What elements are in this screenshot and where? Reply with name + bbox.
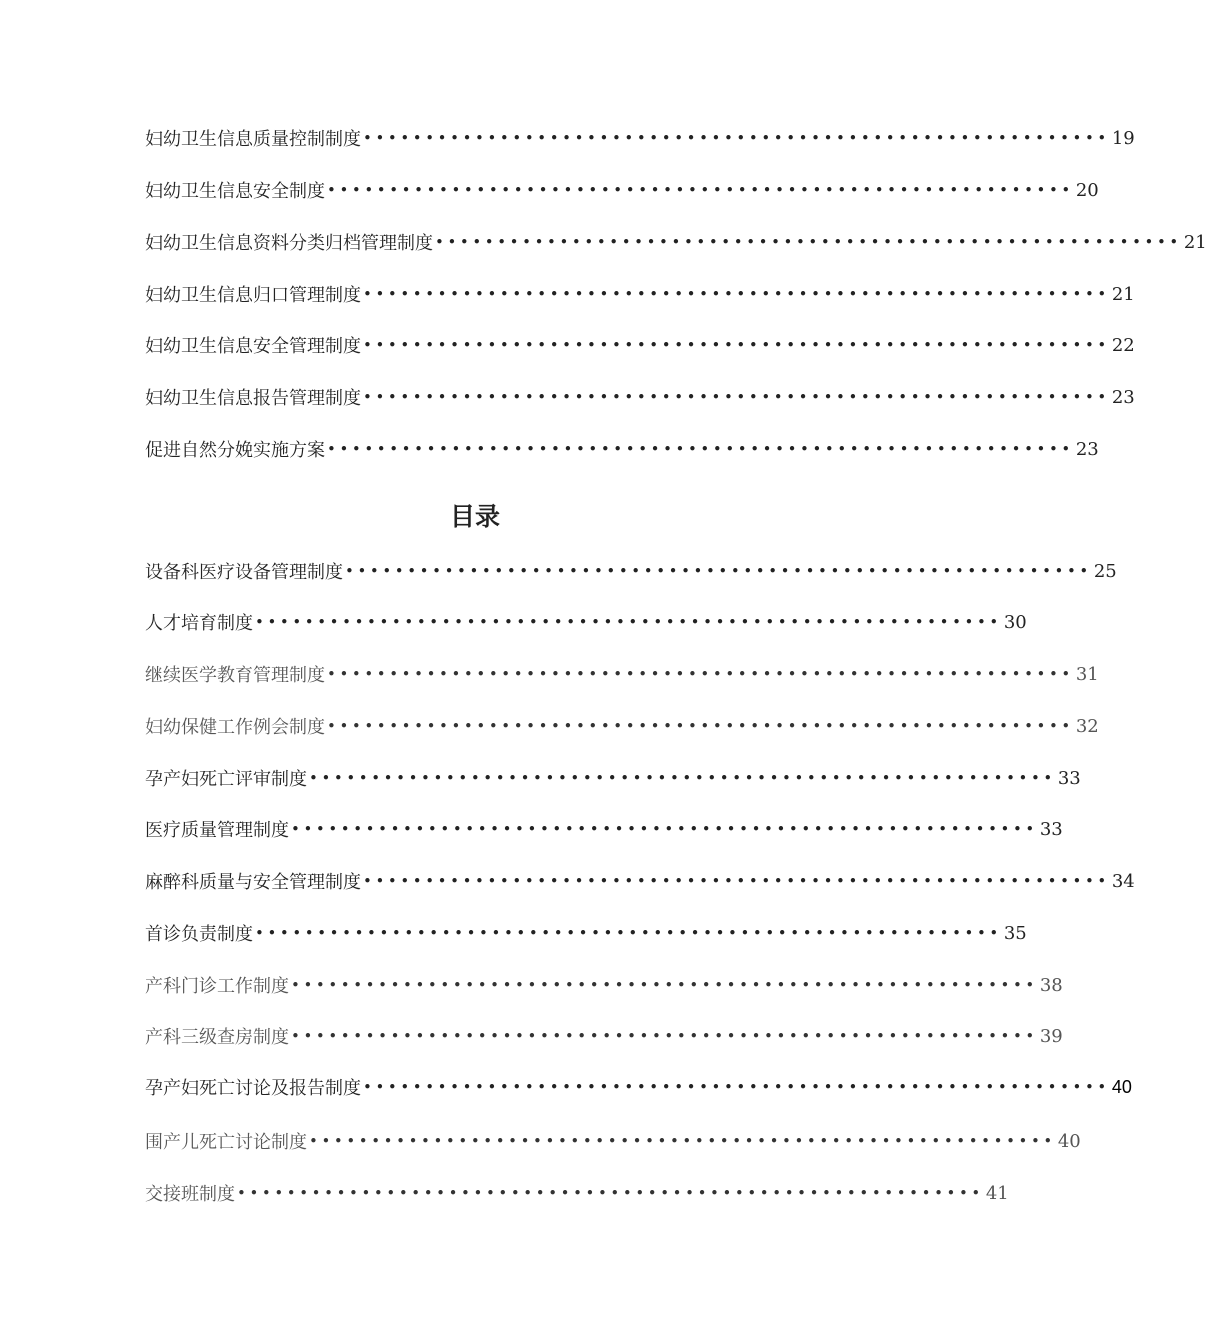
toc-entry-title: 继续医学教育管理制度 [145, 665, 325, 686]
toc-page-number: 21 [1183, 231, 1207, 253]
toc-leader-dots: •••••••••••••••••••••••••••••••••••••••••••••••••••••••••••• [327, 665, 1074, 683]
toc-entry-title: 麻醉科质量与安全管理制度 [145, 872, 361, 893]
toc-page-number: 40 [1057, 1130, 1081, 1152]
toc-entry-title: 妇幼保健工作例会制度 [145, 717, 325, 738]
toc-entry-title: 产科三级查房制度 [145, 1027, 289, 1048]
toc-leader-dots: •••••••••••••••••••••••••••••••••••••••••••••••••••••••••••• [309, 1132, 1056, 1150]
toc-page-number: 25 [1093, 560, 1117, 582]
toc-leader-dots: •••••••••••••••••••••••••••••••••••••••••••••••••••••••••••• [309, 769, 1056, 787]
toc-leader-dots: •••••••••••••••••••••••••••••••••••••••••••••••••••••••••••• [291, 976, 1038, 994]
toc-leader-dots: •••••••••••••••••••••••••••••••••••••••••••••••••••••••••••• [255, 613, 1002, 631]
toc-leader-dots: •••••••••••••••••••••••••••••••••••••••••••••••••••••••••••• [237, 1184, 984, 1202]
toc-entry[interactable] [145, 176, 1099, 204]
toc-entry-title: 首诊负责制度 [145, 924, 253, 945]
toc-entry-title: 交接班制度 [145, 1184, 235, 1205]
toc-entry-title: 孕产妇死亡评审制度 [145, 769, 307, 790]
toc-leader-dots: •••••••••••••••••••••••••••••••••••••••••••••••••••••••••••• [363, 336, 1110, 354]
toc-leader-dots: •••••••••••••••••••••••••••••••••••••••••••••••••••••••••••• [327, 440, 1074, 458]
toc-entry-title: 妇幼卫生信息归口管理制度 [145, 285, 361, 306]
toc-page-number: 21 [1111, 283, 1135, 305]
toc-page-number: 35 [1003, 922, 1027, 944]
toc-leader-dots: •••••••••••••••••••••••••••••••••••••••••••••••••••••••••••• [345, 562, 1092, 580]
toc-leader-dots: •••••••••••••••••••••••••••••••••••••••••••••••••••••••••••• [363, 129, 1110, 147]
toc-leader-dots: •••••••••••••••••••••••••••••••••••••••••••••••••••••••••••• [291, 1027, 1038, 1045]
toc-entry-title: 人才培育制度 [145, 613, 253, 634]
toc-entry[interactable] [145, 1022, 1063, 1050]
toc-leader-dots: •••••••••••••••••••••••••••••••••••••••••••••••••••••••••••• [327, 717, 1074, 735]
toc-page-number: 20 [1075, 179, 1099, 201]
toc-page-number: 34 [1111, 870, 1135, 892]
toc-page-number: 40 [1111, 1076, 1132, 1097]
toc-entry-title: 孕产妇死亡讨论及报告制度 [145, 1078, 361, 1099]
toc-entry[interactable] [145, 124, 1135, 152]
toc-entry-title: 设备科医疗设备管理制度 [145, 562, 343, 583]
toc-leader-dots: •••••••••••••••••••••••••••••••••••••••••••••••••••••••••••• [363, 872, 1110, 890]
toc-page-number: 32 [1075, 715, 1099, 737]
toc-entry-title: 妇幼卫生信息质量控制制度 [145, 129, 361, 150]
toc-page-number: 38 [1039, 974, 1063, 996]
toc-entry[interactable] [145, 919, 1027, 947]
toc-entry-title: 妇幼卫生信息报告管理制度 [145, 388, 361, 409]
toc-entry[interactable] [145, 280, 1135, 308]
toc-page-number: 19 [1111, 127, 1135, 149]
toc-page-number: 39 [1039, 1025, 1063, 1047]
toc-entry[interactable] [145, 971, 1063, 999]
toc-leader-dots: •••••••••••••••••••••••••••••••••••••••••••••••••••••••••••• [363, 1078, 1110, 1096]
toc-entry[interactable] [145, 435, 1099, 463]
toc-entry[interactable] [145, 867, 1135, 895]
toc-entry[interactable] [145, 383, 1135, 411]
toc-entry[interactable] [145, 815, 1063, 843]
toc-page-number: 33 [1039, 818, 1063, 840]
toc-leader-dots: •••••••••••••••••••••••••••••••••••••••••••••••••••••••••••• [291, 820, 1038, 838]
toc-entry-title: 促进自然分娩实施方案 [145, 440, 325, 461]
toc-entry-title: 妇幼卫生信息安全管理制度 [145, 336, 361, 357]
toc-leader-dots: •••••••••••••••••••••••••••••••••••••••••••••••••••••••••••• [435, 233, 1182, 251]
toc-entry[interactable] [145, 712, 1099, 740]
toc-leader-dots: •••••••••••••••••••••••••••••••••••••••••••••••••••••••••••• [363, 388, 1110, 406]
toc-page-number: 31 [1075, 663, 1099, 685]
toc-page-number: 23 [1111, 386, 1135, 408]
toc-page-number: 22 [1111, 334, 1135, 356]
toc-page-number: 41 [985, 1182, 1009, 1204]
toc-entry[interactable] [145, 557, 1117, 585]
toc-entry[interactable] [145, 608, 1027, 636]
toc-entry[interactable] [145, 764, 1081, 792]
toc-entry[interactable] [145, 1179, 1009, 1207]
toc-entry[interactable] [145, 1127, 1081, 1155]
toc-entry[interactable] [145, 331, 1135, 359]
toc-page-number: 30 [1003, 611, 1027, 633]
toc-leader-dots: •••••••••••••••••••••••••••••••••••••••••••••••••••••••••••• [363, 285, 1110, 303]
toc-leader-dots: •••••••••••••••••••••••••••••••••••••••••••••••••••••••••••• [255, 924, 1002, 942]
toc-entry-title: 医疗质量管理制度 [145, 820, 289, 841]
toc-leader-dots: •••••••••••••••••••••••••••••••••••••••••••••••••••••••••••• [327, 181, 1074, 199]
toc-entry-title: 围产儿死亡讨论制度 [145, 1132, 307, 1153]
toc-entry-title: 产科门诊工作制度 [145, 976, 289, 997]
toc-page-number: 23 [1075, 438, 1099, 460]
toc-entry[interactable] [145, 1073, 1132, 1101]
toc-entry[interactable] [145, 228, 1207, 256]
toc-entry-title: 妇幼卫生信息资料分类归档管理制度 [145, 233, 433, 254]
toc-heading: 目录 [449, 502, 500, 531]
toc-entry[interactable] [145, 660, 1099, 688]
toc-page-number: 33 [1057, 767, 1081, 789]
toc-entry-title: 妇幼卫生信息安全制度 [145, 181, 325, 202]
